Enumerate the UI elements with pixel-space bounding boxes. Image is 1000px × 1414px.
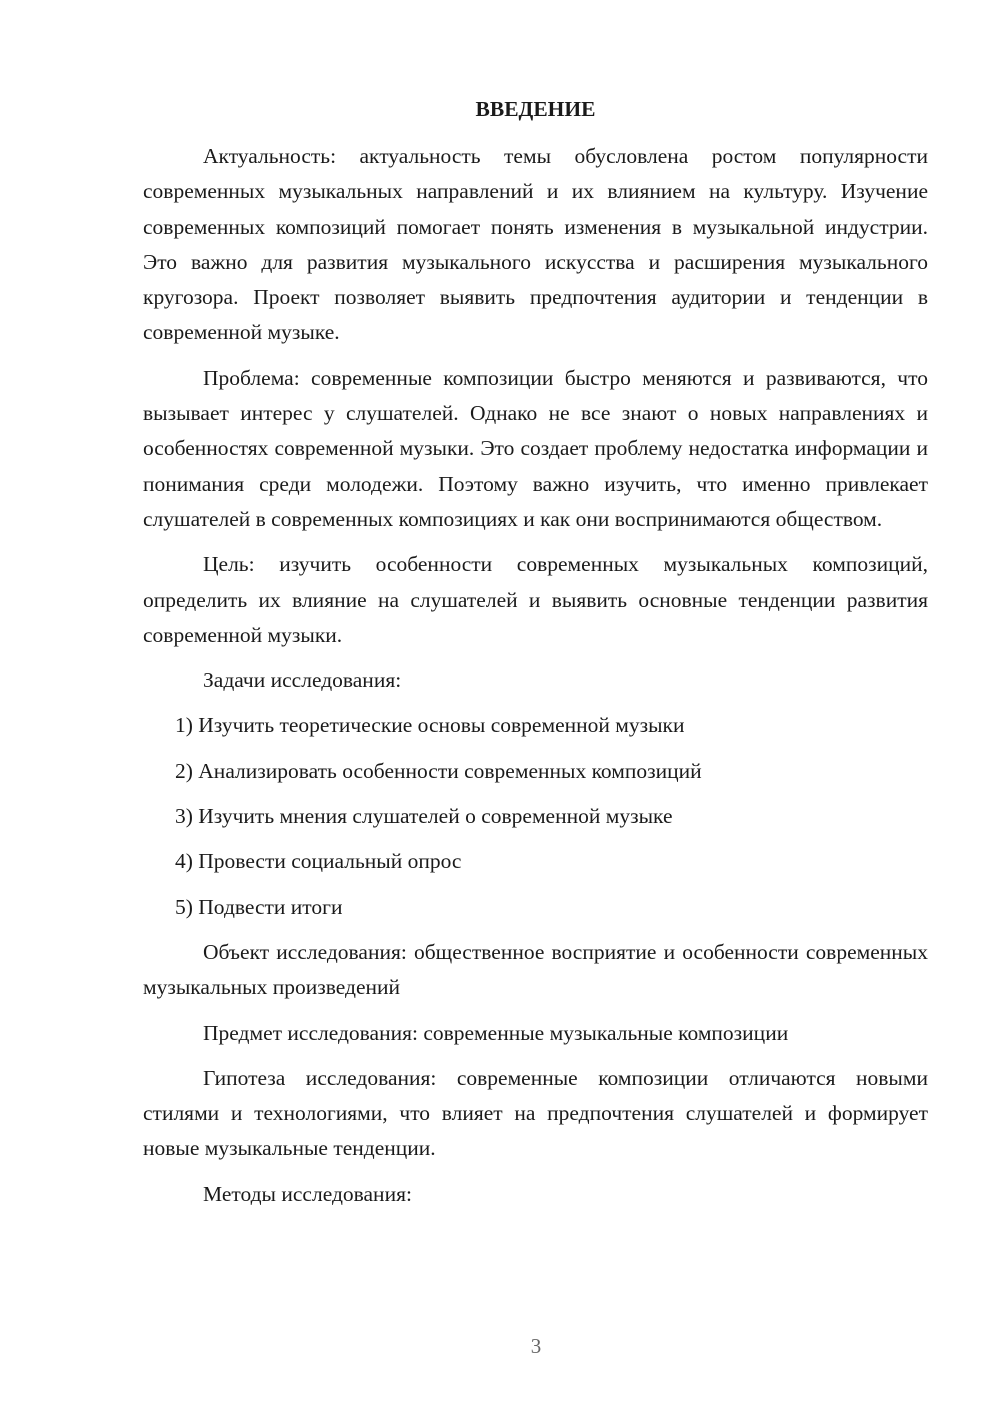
goal-paragraph: Цель: изучить особенности современных музыкальных композиций, определить их влияние на слушателей и выявить основные тенденции развития современной музыки. <box>143 552 928 647</box>
task-item: 1) Изучить теоретические основы современной музыки <box>175 713 685 738</box>
section-title: ВВЕДЕНИЕ <box>475 97 596 121</box>
relevance-paragraph: Актуальность: актуальность темы обусловлена ростом популярности современных музыкальных направлений и их влиянием на культуру. Изучение современных композиций помогает понять изменения в музыкальной индустрии. Это важно для развития музыкального искусства и расширения музыкального кругозора. Проект позволяет выявить предпочтения аудитории и тенденции в современной музыке. <box>143 144 928 345</box>
task-item: 5) Подвести итоги <box>175 894 343 919</box>
tasks-list <box>143 708 928 924</box>
task-item: 3) Изучить мнения слушателей о современной музыке <box>175 804 673 829</box>
object-paragraph: Объект исследования: общественное восприятие и особенности современных музыкальных произведений <box>143 939 928 1000</box>
methods-heading: Методы исследования: <box>203 1181 412 1206</box>
subject-paragraph: Предмет исследования: современные музыкальные композиции <box>203 1020 789 1045</box>
tasks-heading: Задачи исследования: <box>203 668 402 693</box>
task-item: 2) Анализировать особенности современных композиций <box>175 758 702 783</box>
page-number: 3 <box>530 1334 542 1358</box>
document-page <box>143 94 928 1222</box>
task-item: 4) Провести социальный опрос <box>175 849 462 874</box>
problem-paragraph: Проблема: современные композиции быстро меняются и развиваются, что вызывает интерес у слушателей. Однако не все знают о новых направлениях и особенностях современной музыки. Это создает проблему недостатка информации и понимания среди молодежи. Поэтому важно изучить, что именно привлекает слушателей в современных композициях и как они воспринимаются обществом. <box>143 365 928 531</box>
hypothesis-paragraph: Гипотеза исследования: современные композиции отличаются новыми стилями и технологиями, что влияет на предпочтения слушателей и формирует новые музыкальные тенденции. <box>143 1065 928 1161</box>
